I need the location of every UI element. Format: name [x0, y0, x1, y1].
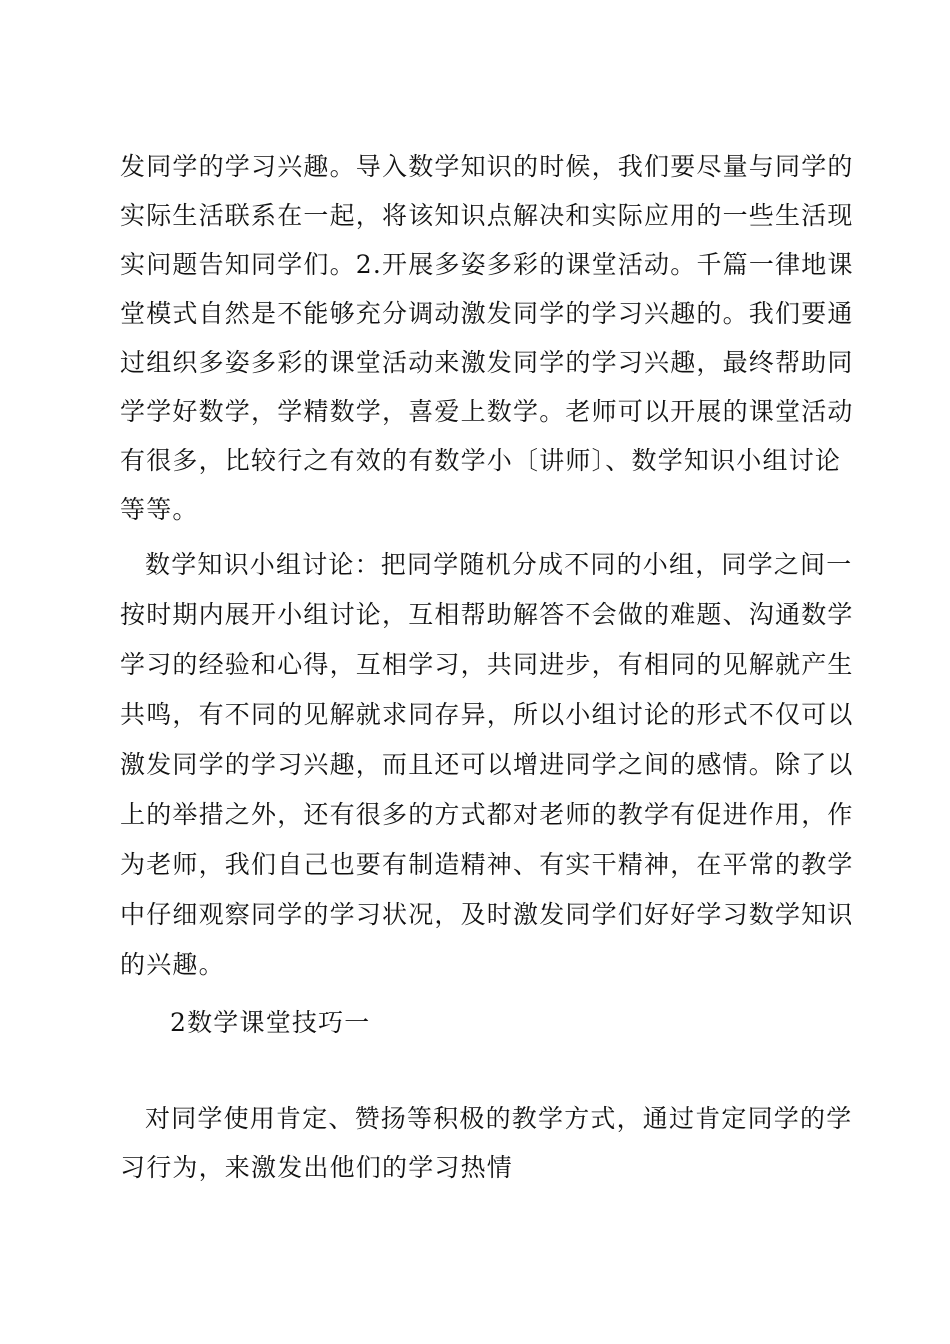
section-heading: 2数学课堂技巧一 — [170, 1008, 371, 1037]
body-text-line: 上的举措之外，还有很多的方式都对老师的教学有促进作用，作 — [120, 800, 854, 829]
body-text-line: 习行为，来激发出他们的学习热情 — [120, 1153, 514, 1182]
body-text-line: 发同学的学习兴趣。导入数学知识的时候，我们要尽量与同学的 — [120, 152, 854, 181]
body-text-line: 的兴趣。 — [120, 950, 225, 979]
body-text-line: 堂模式自然是不能够充分调动激发同学的学习兴趣的。我们要通 — [120, 299, 854, 328]
body-text-line: 学习的经验和心得，互相学习，共同进步，有相同的见解就产生 — [120, 650, 854, 679]
body-text-line: 对同学使用肯定、赞扬等积极的教学方式，通过肯定同学的学 — [145, 1104, 853, 1133]
body-text-line: 共鸣，有不同的见解就求同存异，所以小组讨论的形式不仅可以 — [120, 700, 854, 729]
body-text-line: 等等。 — [120, 495, 199, 524]
body-text-line: 实际生活联系在一起，将该知识点解决和实际应用的一些生活现 — [120, 201, 854, 230]
body-text-line: 学学好数学，学精数学，喜爱上数学。老师可以开展的课堂活动 — [120, 397, 854, 426]
body-text-line: 过组织多姿多彩的课堂活动来激发同学的学习兴趣，最终帮助同 — [120, 348, 854, 377]
body-text-line: 实问题告知同学们。2.开展多姿多彩的课堂活动。千篇一律地课 — [120, 250, 854, 279]
body-text-line: 为老师，我们自己也要有制造精神、有实干精神，在平常的教学 — [120, 850, 854, 879]
body-text-line: 激发同学的学习兴趣，而且还可以增进同学之间的感情。除了以 — [120, 750, 854, 779]
body-text-line: 中仔细观察同学的学习状况，及时激发同学们好好学习数学知识 — [120, 900, 854, 929]
body-text-line: 有很多，比较行之有效的有数学小〔讲师〕、数学知识小组讨论 — [120, 446, 842, 475]
body-text-line: 数学知识小组讨论：把同学随机分成不同的小组，同学之间一 — [145, 550, 853, 579]
body-text-line: 按时期内展开小组讨论，互相帮助解答不会做的难题、沟通数学 — [120, 600, 854, 629]
